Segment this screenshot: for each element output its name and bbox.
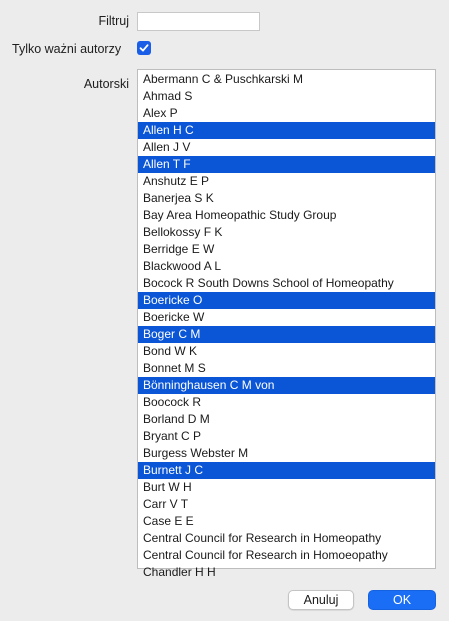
- author-list-item[interactable]: Berridge E W: [143, 242, 215, 256]
- author-list-item[interactable]: Boericke O: [138, 292, 435, 309]
- author-list-item[interactable]: Bond W K: [143, 344, 198, 358]
- author-list-item[interactable]: Bocock R South Downs School of Homeopathy: [143, 276, 394, 290]
- author-list-item[interactable]: Ahmad S: [143, 89, 193, 103]
- author-list-item[interactable]: Bellokossy F K: [143, 225, 223, 239]
- valid-authors-checkbox[interactable]: [137, 41, 151, 55]
- author-list-item[interactable]: Bryant C P: [143, 429, 202, 443]
- author-list-item[interactable]: Banerjea S K: [143, 191, 214, 205]
- author-list-item[interactable]: Central Council for Research in Homoeopathy: [143, 548, 388, 562]
- author-list-item[interactable]: Case E E: [143, 514, 194, 528]
- author-list-item[interactable]: Burnett J C: [138, 462, 435, 479]
- author-list-item[interactable]: Burgess Webster M: [143, 446, 249, 460]
- authors-label: Autorski: [83, 77, 129, 91]
- author-list-item[interactable]: Boericke W: [143, 310, 205, 324]
- filter-label: Filtruj: [98, 14, 129, 28]
- valid-authors-label: Tylko ważni autorzy: [12, 42, 122, 56]
- author-list-item[interactable]: Boger C M: [138, 326, 435, 343]
- authors-list[interactable]: [137, 69, 436, 579]
- ok-button[interactable]: OK: [368, 590, 436, 610]
- author-list-item[interactable]: Bonnet M S: [143, 361, 206, 375]
- author-list-item[interactable]: Bay Area Homeopathic Study Group: [143, 208, 337, 222]
- checkmark-icon: [139, 43, 149, 53]
- author-list-item[interactable]: Boocock R: [143, 395, 202, 409]
- author-list-item[interactable]: Allen J V: [143, 140, 191, 154]
- author-list-item[interactable]: Alex P: [143, 106, 178, 120]
- author-list-item[interactable]: Allen H C: [138, 122, 435, 139]
- author-list-item[interactable]: Carr V T: [143, 497, 189, 511]
- author-list-item[interactable]: Bönninghausen C M von: [138, 377, 435, 394]
- author-list-item[interactable]: Abermann C & Puschkarski M: [143, 72, 304, 86]
- author-list-item[interactable]: Chandler H H: [143, 565, 216, 579]
- author-list-item[interactable]: Blackwood A L: [143, 259, 222, 273]
- cancel-button[interactable]: Anuluj: [288, 590, 354, 610]
- author-list-item[interactable]: Allen T F: [138, 156, 435, 173]
- author-list-item[interactable]: Borland D M: [143, 412, 210, 426]
- author-list-item[interactable]: Anshutz E P: [143, 174, 210, 188]
- author-list-item[interactable]: Burt W H: [143, 480, 192, 494]
- author-list-item[interactable]: Central Council for Research in Homeopathy: [143, 531, 382, 545]
- filter-input[interactable]: [137, 12, 260, 31]
